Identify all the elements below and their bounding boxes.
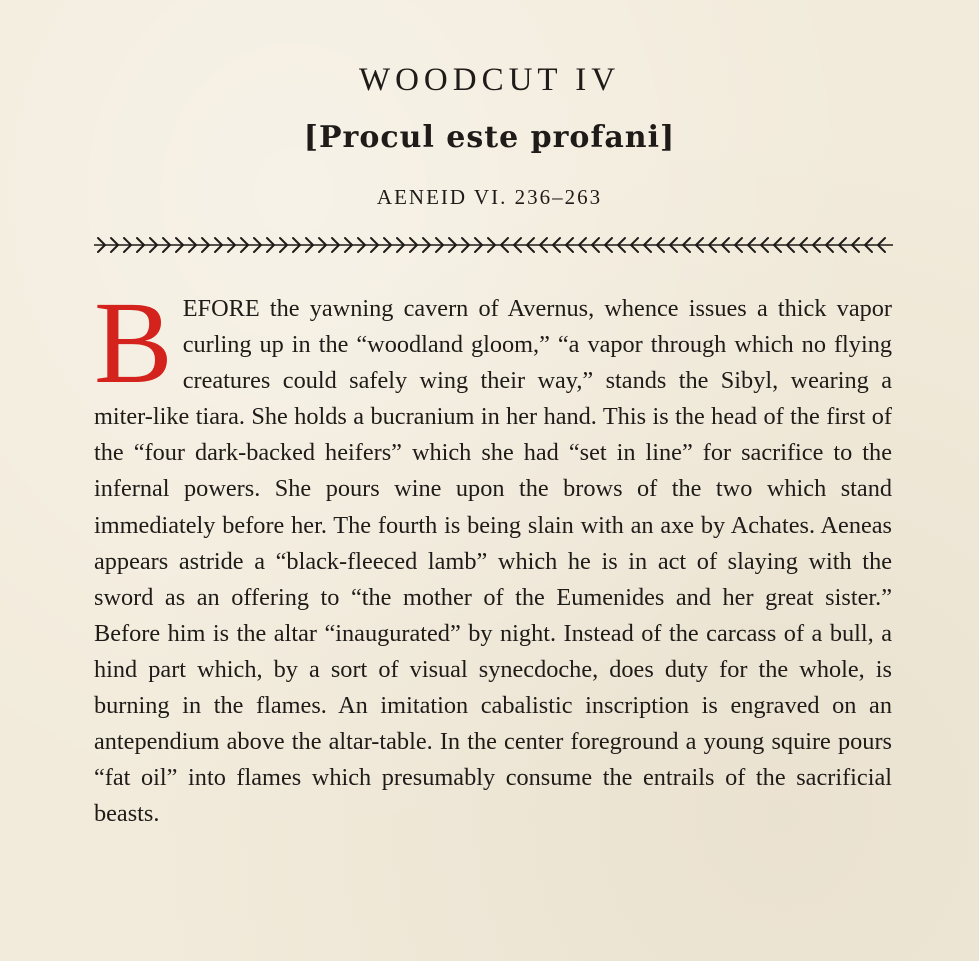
aeneid-reference: AENEID VI. 236–263 bbox=[376, 185, 603, 209]
woodcut-description bbox=[94, 277, 892, 832]
drop-cap-letter: B bbox=[94, 277, 173, 408]
chevron-ornament-rule bbox=[92, 234, 895, 256]
description-text: EFORE the yawning cavern of Avernus, whence issues a thick vapor curling up in the “woodland gloom,” “a vapor through which no flying creatures could safely wing their way,” stands the Sibyl, wearing a miter-like tiara. She holds a bucranium in her hand. This is the head of the first of the “four dark-backed heifers” which she had “set in line” for sacrifice to the infernal powers. She pours wine upon the brows of the two which stand immediately before her. The fourth is being slain with an axe by Achates. Aeneas appears astride a “black-fleeced lamb” which he is in act of slaying with the sword as an offering to “the mother of the Eumenides and her great sister.” Before him is the altar “inaugurated” by night. Instead of the carcass of a bull, a hind part which, by a sort of visual synecdoche, does duty for the whole, is burning in the flames. An imitation cabalistic inscription is engraved on an antependium above the altar-table. In the center foreground a young squire pours “fat oil” into flames which presumably consume the entrails of the sacrificial beasts. bbox=[94, 295, 892, 828]
latin-subtitle: [Procul este profani] bbox=[303, 120, 676, 155]
page-title: WOODCUT IV bbox=[358, 62, 621, 98]
